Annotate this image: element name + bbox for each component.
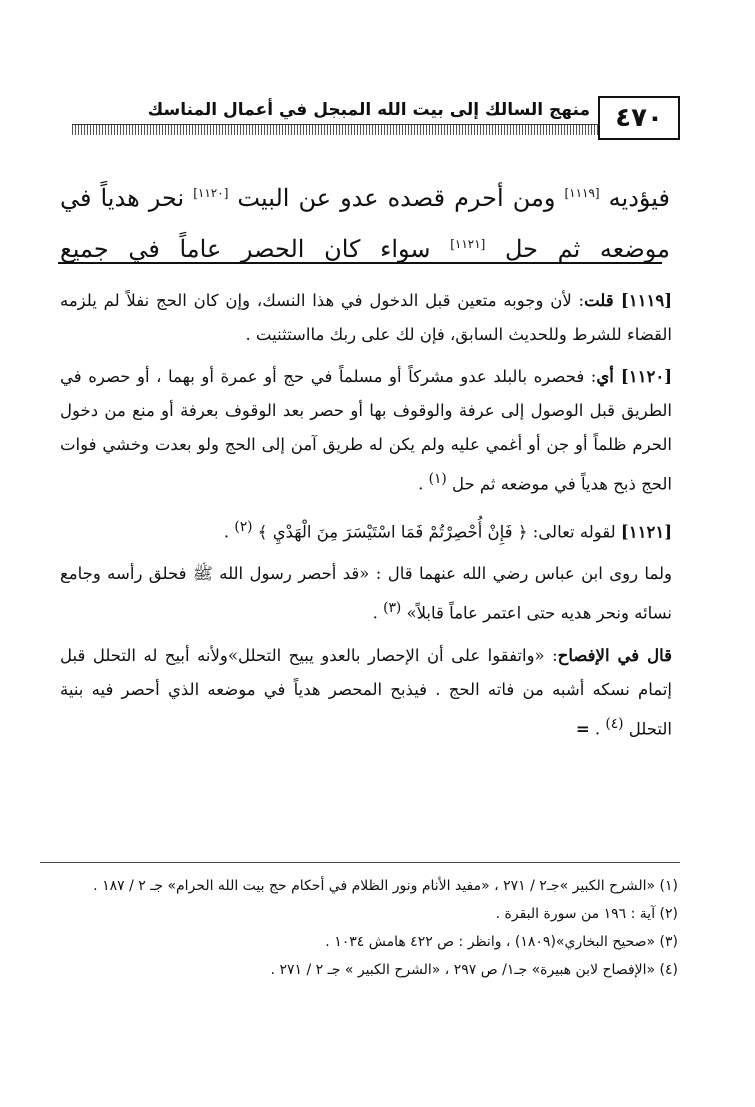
footnotes [58, 872, 678, 984]
note-1121-tag: [١١٢١] [620, 522, 672, 541]
main-ref-1120: [١١٢٠] [193, 186, 229, 200]
hadith-paragraph: ولما روى ابن عباس رضي الله عنهما قال : «قد أحصر رسول الله ﷺ فحلق رأسه وجامع نسائه ونحر هديه حتى اعتمر عاماً قابلاً» $^{(٣)}$ . [60, 564, 672, 623]
note-1121-text: لقوله تعالى: ﴿ فَإِنْ أُحْصِرْتُمْ فَمَا اسْتَيْسَرَ مِنَ الْهَدْيِ ﴾ [257, 522, 616, 541]
note-1120-tag: [١١٢٠] أي [596, 367, 672, 386]
commentary-notes [60, 284, 672, 754]
footnote-2: (٢) آية : ١٩٦ من سورة البقرة . [495, 906, 678, 922]
ifsah-lead: قال في الإفصاح [557, 645, 672, 665]
note-1120-footnote-ref: (١) [428, 471, 447, 487]
main-part-4: سواء كان الحصر عاماً في جميع [60, 235, 431, 263]
page-number: ٤٧٠ [598, 96, 680, 140]
continuation-mark: = [575, 719, 590, 738]
note-1121: [١١٢١] لقوله تعالى: ﴿ فَإِنْ أُحْصِرْتُمْ فَمَا اسْتَيْسَرَ مِنَ الْهَدْيِ ﴾ $^{(٢)}$ . [223, 518, 672, 541]
note-1121-footnote-ref: (٢) [234, 518, 253, 535]
ifsah-footnote-ref: (٤) [605, 715, 624, 732]
main-ref-1119: [١١١٩] [564, 186, 600, 200]
note-1120: [١١٢٠] أي: فحصره بالبلد عدو مشركاً أو مسلماً في حج أو عمرة أو بهما ، أو حصره في الطريق قبل الوصول إلى عرفة والوقوف بها أو حصر بعد الوقوف بعرفة أو منع من دخول الحرم ظلماً أو جن أو أغمي عليه ولم يكن له طريق آمن إلى الحج ولو بعدت وخشي فوات الحج ذبح هدياً في موضعه ثم حل $^{(١)}$ . [60, 367, 672, 494]
running-title: منهج السالك إلى بيت الله المبجل في أعمال المناسك [147, 100, 590, 120]
header-hatch-divider [72, 124, 598, 135]
footnote-4: (٤) «الإفصاح لابن هبيرة» جـ١/ ص ٢٩٧ ، «الشرح الكبير » جـ ٢ / ٢٧١ . [270, 962, 678, 978]
note-1119-text: : لأن وجوبه متعين قبل الدخول في هذا النسك، وإن كان الحج نفلاً لم يلزمه القضاء للشرط وللحديث السابق، فإن لك على ربك مااستثنيت . [60, 291, 672, 344]
main-text [60, 170, 670, 272]
main-part-3: نحر هدياً في موضعه ثم حل [60, 184, 670, 263]
hadith-footnote-ref: (٣) [383, 600, 402, 616]
note-1119 [60, 284, 672, 352]
note-1119-tag: [١١١٩] قلت [584, 291, 672, 310]
footnote-separator [40, 862, 680, 863]
main-ref-1121: [١١٢١] [450, 237, 486, 251]
ifsah-paragraph: قال في الإفصاح: «واتفقوا على أن الإحصار بالعدو يبيح التحلل»ولأنه أبيح له التحلل قبل إتمام نسكه أشبه من فاته الحج . فيذبح المحصر هدياً في موضعه الذي أحصر فيه بنية التحلل $^{(٤)}$ . = [60, 645, 672, 738]
main-text-rule [58, 262, 662, 264]
footnote-1: (١) «الشرح الكبير »جـ٢ / ٢٧١ ، «مفيد الأنام ونور الظلام في أحكام حج بيت الله الحرام» جـ ٢ / ١٨٧ . [93, 878, 678, 894]
main-part-2: ومن أحرم قصده عدو عن البيت [237, 184, 556, 212]
hadith-text: ولما روى ابن عباس رضي الله عنهما قال : «قد أحصر رسول الله ﷺ فحلق رأسه وجامع نسائه ونحر هديه حتى اعتمر عاماً قابلاً» [60, 564, 672, 623]
ifsah-text: : «واتفقوا على أن الإحصار بالعدو يبيح التحلل»ولأنه أبيح له التحلل قبل إتمام نسكه أشبه من فاته الحج . فيذبح المحصر هدياً في موضعه الذي أحصر فيه بنية التحلل [60, 645, 672, 738]
note-1120-text: : فحصره بالبلد عدو مشركاً أو مسلماً في حج أو عمرة أو بهما ، أو حصره في الطريق قبل الوصول إلى عرفة والوقوف بها أو حصر بعد الوقوف بعرفة أو منع من دخول الحرم ظلماً أو جن أو أغمي عليه ولم يكن له طريق آمن إلى الحج ولو بعدت وخشي فوات الحج ذبح هدياً في موضعه ثم حل [60, 367, 672, 494]
footnote-3: (٣) «صحيح البخاري»(١٨٠٩) ، وانظر : ص ٤٢٢ هامش ١٠٣٤ . [325, 934, 678, 950]
main-part-1: فيؤديه [608, 184, 670, 212]
